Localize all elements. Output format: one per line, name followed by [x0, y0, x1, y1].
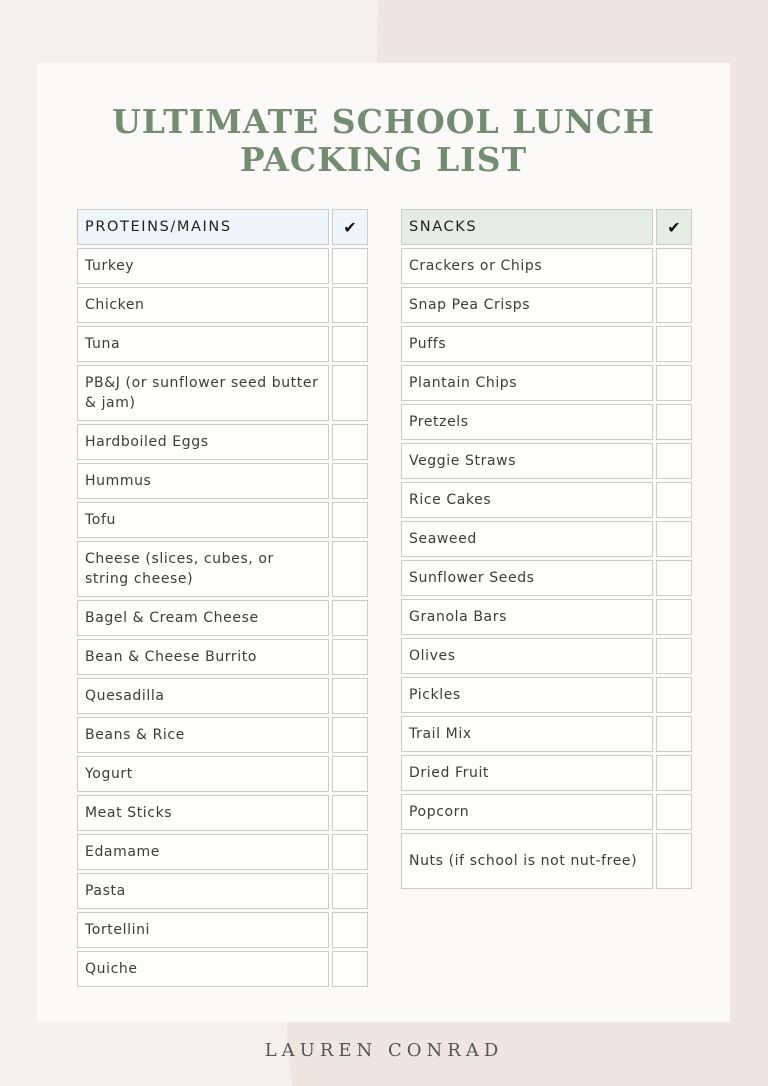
- item-checkbox[interactable]: [656, 248, 692, 284]
- list-item: [77, 287, 368, 323]
- item-checkbox[interactable]: [332, 717, 368, 753]
- item-checkbox[interactable]: [656, 287, 692, 323]
- item-checkbox[interactable]: [332, 795, 368, 831]
- title-line-1: ULTIMATE SCHOOL LUNCH: [111, 102, 656, 141]
- item-label: Seaweed: [401, 521, 653, 557]
- item-checkbox[interactable]: [332, 365, 368, 421]
- page-title: [37, 103, 730, 179]
- item-label: Tortellini: [77, 912, 329, 948]
- item-checkbox[interactable]: [332, 678, 368, 714]
- item-checkbox[interactable]: [332, 502, 368, 538]
- item-checkbox[interactable]: [332, 541, 368, 597]
- item-label: Plantain Chips: [401, 365, 653, 401]
- item-label: Tofu: [77, 502, 329, 538]
- list-item: [77, 873, 368, 909]
- list-item: [77, 834, 368, 870]
- item-label: Bean & Cheese Burrito: [77, 639, 329, 675]
- item-label: Beans & Rice: [77, 717, 329, 753]
- list-item: [77, 756, 368, 792]
- proteins-table: [77, 209, 368, 990]
- list-item: [77, 600, 368, 636]
- list-item: [77, 365, 368, 421]
- list-item: [77, 463, 368, 499]
- list-item: [401, 560, 692, 596]
- list-item: [77, 678, 368, 714]
- list-item: [401, 755, 692, 791]
- item-checkbox[interactable]: [332, 912, 368, 948]
- list-item: [401, 716, 692, 752]
- item-checkbox[interactable]: [656, 326, 692, 362]
- list-item: [77, 326, 368, 362]
- item-checkbox[interactable]: [656, 404, 692, 440]
- item-label: Chicken: [77, 287, 329, 323]
- item-checkbox[interactable]: [332, 248, 368, 284]
- item-checkbox[interactable]: [656, 599, 692, 635]
- list-item: [401, 794, 692, 830]
- item-label: Meat Sticks: [77, 795, 329, 831]
- item-checkbox[interactable]: [332, 834, 368, 870]
- item-label: Puffs: [401, 326, 653, 362]
- item-label: Tuna: [77, 326, 329, 362]
- list-item: [401, 521, 692, 557]
- item-label: Trail Mix: [401, 716, 653, 752]
- checkmark-icon: ✔: [656, 209, 692, 245]
- list-item: [77, 424, 368, 460]
- item-label: Veggie Straws: [401, 443, 653, 479]
- item-checkbox[interactable]: [656, 482, 692, 518]
- list-item: [77, 912, 368, 948]
- list-item: [401, 833, 692, 889]
- item-checkbox[interactable]: [656, 716, 692, 752]
- item-checkbox[interactable]: [332, 600, 368, 636]
- list-item: [401, 443, 692, 479]
- list-item: [401, 599, 692, 635]
- list-item: [401, 248, 692, 284]
- item-label: Quesadilla: [77, 678, 329, 714]
- list-item: [77, 951, 368, 987]
- list-item: [77, 717, 368, 753]
- list-item: [401, 482, 692, 518]
- item-checkbox[interactable]: [656, 638, 692, 674]
- list-item: [401, 638, 692, 674]
- item-label: Quiche: [77, 951, 329, 987]
- item-label: Pickles: [401, 677, 653, 713]
- item-checkbox[interactable]: [656, 833, 692, 889]
- item-checkbox[interactable]: [656, 755, 692, 791]
- list-item: [401, 287, 692, 323]
- item-checkbox[interactable]: [656, 560, 692, 596]
- item-checkbox[interactable]: [656, 677, 692, 713]
- item-checkbox[interactable]: [332, 326, 368, 362]
- list-item: [401, 326, 692, 362]
- item-label: Popcorn: [401, 794, 653, 830]
- item-label: Crackers or Chips: [401, 248, 653, 284]
- item-checkbox[interactable]: [332, 639, 368, 675]
- item-label: Olives: [401, 638, 653, 674]
- item-label: PB&J (or sunflower seed butter & jam): [77, 365, 329, 421]
- item-checkbox[interactable]: [332, 424, 368, 460]
- item-label: Dried Fruit: [401, 755, 653, 791]
- proteins-header-row: [77, 209, 368, 245]
- list-item: [401, 404, 692, 440]
- item-label: Turkey: [77, 248, 329, 284]
- item-label: Hardboiled Eggs: [77, 424, 329, 460]
- item-label: Snap Pea Crisps: [401, 287, 653, 323]
- item-label: Sunflower Seeds: [401, 560, 653, 596]
- snacks-table: [401, 209, 692, 892]
- item-label: Edamame: [77, 834, 329, 870]
- list-item: [77, 502, 368, 538]
- title-line-2: PACKING LIST: [239, 140, 528, 179]
- item-checkbox[interactable]: [332, 756, 368, 792]
- snacks-header-row: [401, 209, 692, 245]
- item-checkbox[interactable]: [656, 521, 692, 557]
- item-checkbox[interactable]: [656, 443, 692, 479]
- item-label: Cheese (slices, cubes, or string cheese): [77, 541, 329, 597]
- brand-footer: LAUREN CONRAD: [264, 1040, 504, 1061]
- item-label: Rice Cakes: [401, 482, 653, 518]
- item-checkbox[interactable]: [332, 463, 368, 499]
- item-checkbox[interactable]: [332, 287, 368, 323]
- list-item: [77, 248, 368, 284]
- list-item: [401, 677, 692, 713]
- item-checkbox[interactable]: [656, 365, 692, 401]
- checklist-card: [37, 63, 730, 1022]
- list-item: [77, 639, 368, 675]
- item-label: Nuts (if school is not nut-free): [401, 833, 653, 889]
- item-label: Granola Bars: [401, 599, 653, 635]
- item-checkbox[interactable]: [332, 951, 368, 987]
- item-label: Hummus: [77, 463, 329, 499]
- item-checkbox[interactable]: [656, 794, 692, 830]
- list-item: [77, 795, 368, 831]
- checkmark-icon: ✔: [332, 209, 368, 245]
- item-checkbox[interactable]: [332, 873, 368, 909]
- item-label: Pretzels: [401, 404, 653, 440]
- list-item: [401, 365, 692, 401]
- item-label: Yogurt: [77, 756, 329, 792]
- snacks-header: SNACKS: [401, 209, 653, 245]
- item-label: Pasta: [77, 873, 329, 909]
- item-label: Bagel & Cream Cheese: [77, 600, 329, 636]
- proteins-header: PROTEINS/MAINS: [77, 209, 329, 245]
- list-item: [77, 541, 368, 597]
